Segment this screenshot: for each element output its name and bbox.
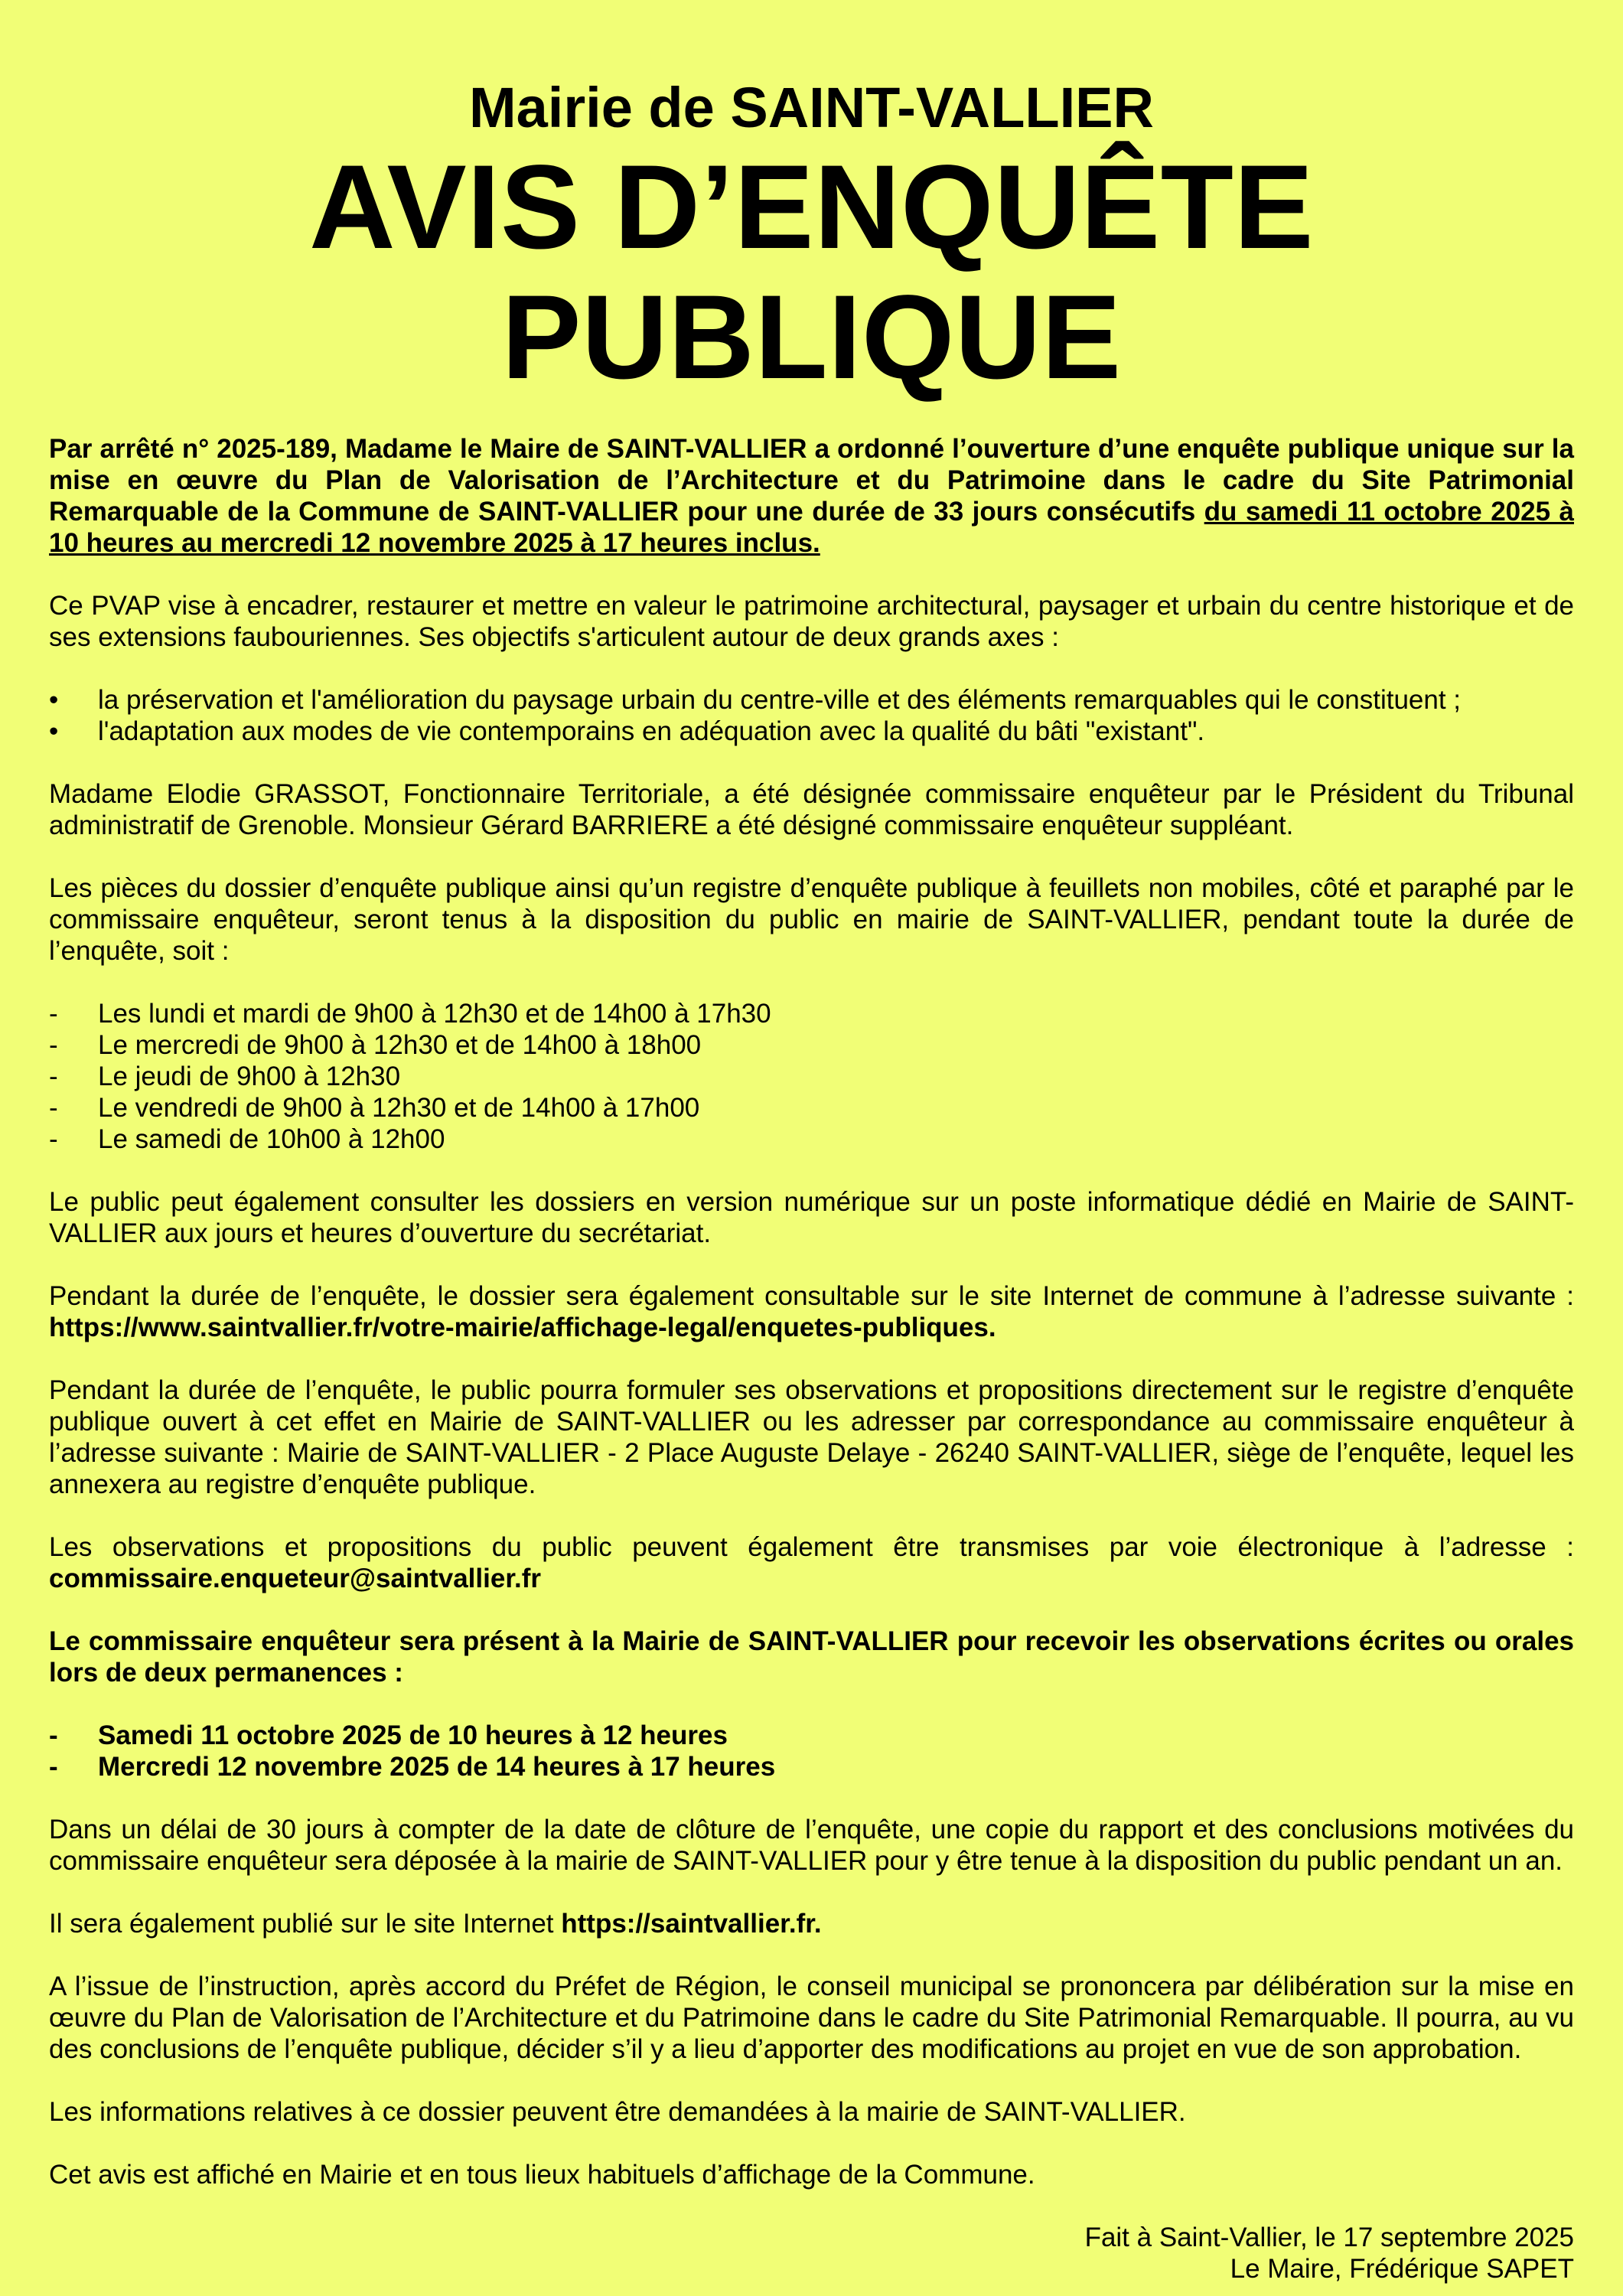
dossier-paragraph: Les pièces du dossier d’enquête publique ainsi qu’un registre d’enquête publique à feuillets non mobiles, côté et paraphé par le commissaire enquêteur, seront tenus à la disposition du public en mairie de SAINT-VALLIER, pendant toute la durée de l’enquête, soit : bbox=[49, 873, 1574, 966]
intro-dates: du samedi 11 octobre 2025 à 10 heures au mercredi 12 novembre 2025 à 17 heures inclus. bbox=[49, 497, 1574, 558]
list-item bbox=[49, 1061, 1574, 1092]
permanences-paragraph: Le commissaire enquêteur sera présent à la Mairie de SAINT-VALLIER pour recevoir les observations écrites ou orales lors de deux permanences : bbox=[49, 1626, 1574, 1688]
list-item-text: Le mercredi de 9h00 à 12h30 et de 14h00 à 18h00 bbox=[98, 1030, 702, 1060]
publication-text: Il sera également publié sur le site Internet bbox=[49, 1909, 562, 1939]
list-item-text: la préservation et l'amélioration du paysage urbain du centre-ville et des éléments remarquables qui le constituent ; bbox=[98, 685, 1462, 715]
email-link[interactable]: commissaire.enqueteur@saintvallier.fr bbox=[49, 1564, 542, 1593]
list-item bbox=[49, 1751, 1574, 1782]
list-item-text: Mercredi 12 novembre 2025 de 14 heures à 17 heures bbox=[98, 1752, 776, 1782]
signature-place-date: Fait à Saint-Vallier, le 17 septembre 2025 bbox=[1084, 2223, 1574, 2252]
intro-paragraph bbox=[49, 433, 1574, 559]
notice-header bbox=[49, 0, 1574, 403]
hours-list bbox=[49, 998, 1574, 1155]
bullet-marker: • bbox=[49, 685, 59, 715]
list-item bbox=[49, 1124, 1574, 1155]
issue-paragraph: A l’issue de l’instruction, après accord du Préfet de Région, le conseil municipal se prononcera par délibération sur la mise en œuvre du Plan de Valorisation de l’Architecture et du Patrimoine dans le cadre du Site Patrimonial Remarquable. Il pourra, au vu des conclusions de l’enquête publique, décider s’il y a lieu d’apporter des modifications au projet en vue de son approbation. bbox=[49, 1971, 1574, 2064]
list-item bbox=[49, 716, 1574, 747]
observations-paragraph: Pendant la durée de l’enquête, le public pourra formuler ses observations et propositions directement sur le registre d’enquête publique ouvert à cet effet en Mairie de SAINT-VALLIER ou les adresser par correspondance au commissaire enquêteur à l’adresse suivante : Mairie de SAINT-VALLIER - 2 Place Auguste Delaye - 26240 SAINT-VALLIER, siège de l’enquête, lequel les annexera au registre d’enquête publique. bbox=[49, 1375, 1574, 1499]
intro-text: Par arrêté n° 2025-189, Madame le Maire de SAINT-VALLIER a ordonné l’ouverture d’une enquête publique unique sur la mise en œuvre du Plan de Valorisation de l’Architecture et du Patrimoine dans le cadre du Site Patrimonial Remarquable de la Commune de SAINT-VALLIER pour une durée de 33 jours consécutifs bbox=[49, 434, 1574, 527]
dash-marker: - bbox=[49, 1093, 58, 1123]
notice-body bbox=[49, 433, 1574, 2285]
rapport-paragraph: Dans un délai de 30 jours à compter de la date de clôture de l’enquête, une copie du rapport et des conclusions motivées du commissaire enquêteur sera déposée à la mairie de SAINT-VALLIER pour y être tenue à la disposition du public pendant un an. bbox=[49, 1815, 1574, 1876]
list-item-text: l'adaptation aux modes de vie contemporains en adéquation avec la qualité du bâti "existant". bbox=[98, 716, 1205, 746]
dash-marker: - bbox=[49, 1720, 58, 1750]
commissaire-paragraph: Madame Elodie GRASSOT, Fonctionnaire Territoriale, a été désignée commissaire enquêteur par le Président du Tribunal administratif de Grenoble. Monsieur Gérard BARRIERE a été désigné commissaire enquêteur suppléant. bbox=[49, 779, 1574, 840]
internet-paragraph bbox=[49, 1280, 1574, 1343]
list-item-text: Le samedi de 10h00 à 12h00 bbox=[98, 1124, 445, 1154]
bullet-marker: • bbox=[49, 716, 59, 746]
site-url-link[interactable]: https://saintvallier.fr. bbox=[561, 1909, 822, 1939]
list-item bbox=[49, 1029, 1574, 1061]
list-item bbox=[49, 998, 1574, 1029]
signature-block bbox=[49, 2222, 1574, 2285]
dossier-url-link[interactable]: https://www.saintvallier.fr/votre-mairie/affichage-legal/enquetes-publiques. bbox=[49, 1313, 996, 1342]
mairie-heading: Mairie de SAINT-VALLIER bbox=[469, 76, 1154, 139]
signature-signatory: Le Maire, Frédérique SAPET bbox=[1230, 2254, 1574, 2284]
dash-marker: - bbox=[49, 1062, 58, 1091]
publication-paragraph bbox=[49, 1908, 1574, 1939]
list-item-text: Samedi 11 octobre 2025 de 10 heures à 12 heures bbox=[98, 1720, 728, 1750]
list-item bbox=[49, 684, 1574, 716]
internet-text: Pendant la durée de l’enquête, le dossier sera également consultable sur le site Internet de commune à l’adresse suivante : bbox=[49, 1281, 1574, 1311]
pvap-paragraph: Ce PVAP vise à encadrer, restaurer et mettre en valeur le patrimoine architectural, paysager et urbain du centre historique et de ses extensions faubouriennes. Ses objectifs s'articulent autour de deux grands axes : bbox=[49, 591, 1574, 652]
permanences-list bbox=[49, 1720, 1574, 1782]
list-item-text: Le jeudi de 9h00 à 12h30 bbox=[98, 1062, 401, 1091]
dash-marker: - bbox=[49, 1752, 58, 1782]
list-item-text: Les lundi et mardi de 9h00 à 12h30 et de 14h00 à 17h30 bbox=[98, 999, 771, 1029]
dash-marker: - bbox=[49, 1030, 58, 1060]
dash-marker: - bbox=[49, 1124, 58, 1154]
affichage-paragraph: Cet avis est affiché en Mairie et en tous lieux habituels d’affichage de la Commune. bbox=[49, 2160, 1035, 2190]
numerique-paragraph: Le public peut également consulter les dossiers en version numérique sur un poste informatique dédié en Mairie de SAINT-VALLIER aux jours et heures d’ouverture du secrétariat. bbox=[49, 1187, 1574, 1248]
list-item-text: Le vendredi de 9h00 à 12h30 et de 14h00 à 17h00 bbox=[98, 1093, 700, 1123]
dash-marker: - bbox=[49, 999, 58, 1029]
informations-paragraph: Les informations relatives à ce dossier peuvent être demandées à la mairie de SAINT-VALLIER. bbox=[49, 2097, 1186, 2127]
pvap-list bbox=[49, 684, 1574, 747]
list-item bbox=[49, 1092, 1574, 1124]
email-text: Les observations et propositions du public peuvent également être transmises par voie électronique à l’adresse : bbox=[49, 1532, 1574, 1562]
notice-title: AVIS D’ENQUÊTE PUBLIQUE bbox=[309, 141, 1314, 404]
list-item bbox=[49, 1720, 1574, 1751]
email-paragraph bbox=[49, 1531, 1574, 1594]
